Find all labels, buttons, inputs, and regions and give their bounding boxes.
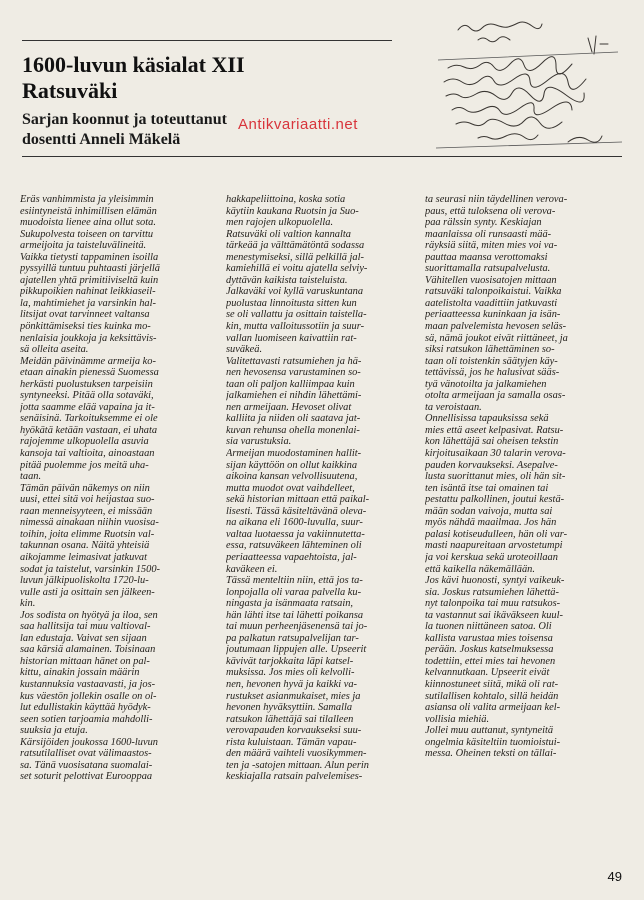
column-text: hakkapeliittoina, koska sotia käytiin kaukana Ruotsin ja Suo- men rajojen ulkopuolella. Ratsuväki oli valtion kannalta tärkeää ja välttämätöntä sodassa menestymiseksi, sillä pelkillä jal- kamiehillä ei voitu ajatella selviy- dyttävän kaikista taisteluista. Jalkaväki voi kyllä varuskuntana puolustaa linnoitusta sitten kun se oli vallattu ja osittain taistella- kin, mutta valloitussotiin ja suur- vallan luomiseen kaivattiin rat- suväkeä. Valitettavasti ratsumiehen ja hä- nen hevosensa varustaminen so- taan oli paljon kalliimpaa kuin jalkamiehen ei nihdin lähettämi- nen armeijaan. Hevoset olivat kalliita ja niiden oli saatava jat- kuvan rehunsa ohella monenlai- sia varustuksia. Armeijan muodostaminen hallit- sijan käyttöön on ollut kaikkina aikoina kansan velvollisuutena, mutta muodot ovat vaihdelleet, sekä historian mittaan että paikal- lisesti. Tässä käsiteltävänä oleva- na aikana eli 1600-luvulla, suur- valtaa luotaessa ja vakiinnutetta- essa, ratsuväkeen lähteminen oli periaatteessa vapaehtoista, jal- kaväkeen ei. Tässä menteltiin niin, että jos ta- lonpojalla oli varaa palvella ku- ningasta ja isänmaata ratsain, hän lähti itse tai lähetti poikansa tai muun perheenjäsenensä tai jo- pa palkatun ratsupalvelijan tar- joutumaan lippujen alle. Upseerit kävivät tarjokkaita läpi katsel- muksissa. Jos mies oli kelvolli- nen, hevonen hyvä ja kaikki va- rustukset asianmukaiset, mies ja hevonen hyväksyttiin. Samalla ratsukon lähettäjä sai tilalleen verovapauden korvaukseksi suu- rista kuluistaan. Tämän vapau- den määrä vaihteli vuosikymmen- ten ja -satojen mittaan. Alun perin keskiajalla ratsain palvelemises- (226, 194, 370, 783)
watermark-text: Antikvariaatti.net (238, 116, 358, 133)
article-subtitle (22, 110, 422, 150)
column-text: Eräs vanhimmista ja yleisimmin esiintyneistä inhimillisen elämän muodoista lienee aina ollut sota. Sukupolvesta toiseen on tarvittu armeijoita ja taisteluvälineitä. Vaikka tietysti tappaminen isoilla pyssyillä tuntuu puhtaasti järjellä ajatellen yhtä primitiiviseltä kuin pikkupoikien nahinat leikkiaseil- la, mahtimiehet ja varsinkin hal- litsijat ovat tarvinneet valtansa pönkittämiseksi ties kuinka mo- nenlaisia joukkoja ja keksittävis- sä olleita aseita. Meidän päivinämme armeija ko- etaan ainakin pienessä Suomessa herkästi puolustuksen tarpeisiin syntyneeksi. Pitää olla sotaväki, jotta saamme elää vapaina ja it- senäisinä. Tarkoituksemme ei ole hyökätä ketään vastaan, ei uhata rajojemme ulkopuolella asuvia kansoja tai valtioita, ainoastaan pitää puolemme jos meitä uha- taan. Tämän päivän näkemys on niin uusi, ettei sitä voi heijastaa suo- raan menneisyyteen, ei missään nimessä ainakaan niihin vuosisa- toihin, joita elimme Ruotsin val- takunnan osana. Näitä yhteisiä aikojamme leimasivat jatkuvat sodat ja taistelut, varsinkin 1500- luvun jälkipuoliskolta 1720-lu- vulle asti ja osittain sen jälkeen- kin. Jos sodista on hyötyä ja iloa, sen saa hallitsija tai muu valtioval- lan edustaja. Vaivat sen sijaan saa kärsiä alamainen. Toisinaan historian mittaan hänet on pal- kittu, ainakin jossain määrin kustannuksia vastaavasti, ja jos- kus väestön jollekin osalle on ol- lut edullistakin käyttää hyödyk- seen sotien tarjoamia mahdolli- suuksia ja etuja. Kärsijöiden joukossa 1600-luvun ratsutilalliset ovat välimaastos- sa. Tänä vuosisatana suomalai- set soturit pelottivat Eurooppaa (20, 194, 160, 783)
header-rule (22, 156, 622, 157)
title-line-2: Ratsuväki (22, 78, 118, 103)
top-rule (22, 40, 392, 41)
text-column-1 (20, 194, 210, 864)
text-column-3 (425, 194, 615, 864)
subtitle-line-1: Sarjan koonnut ja toteuttanut (22, 111, 227, 128)
article-title (22, 52, 422, 104)
page-number: 49 (607, 869, 622, 884)
column-text: ta seurasi niin täydellinen verova- paus, että tuloksena oli verova- paa rälssin synty. Keskiajan maanlaissa oli runsaasti mää- räyksiä siitä, miten mies voi va- pauttaa maansa verottomaksi suorittamalla ratsupalvelusta. Vähitellen vuosisatojen mittaan ratsuväki talonpoikaistui. Vaikka aatelistolta vaadittiin jatkuvasti periaatteessa kuninkaan ja isän- maan palvelemista hevosen seläs- sä, nämä joukot eivät riittäneet, ja siksi ratsukon lähettäminen so- taan oli toistenkin säätyjen käy- tettävissä, jos he halusivat sääs- tyä vänotoilta ja jalkamiehen otolta armeijaan ja samalla osas- ta veroistaan. Onnellisissa tapauksissa sekä mies että aseet kelpasivat. Ratsu- kon lähettäjä sai oheisen tekstin kirjoitusaikaan 30 talarin verova- pauden korvaukseksi. Asepalve- lusta suorittanut mies, oli hän sit- ten isäntä itse tai omainen tai pestattu palkollinen, joutui kestä- mään sodan vaivoja, mutta sai myös nähdä maailmaa. Jos hän palasi kotiseudulleen, hän oli var- masti naapureitaan arvostetumpi ja voi kerskua sekä uroteoillaan että kaikella näkemällään. Jos kävi huonosti, syntyi vaikeuk- sia. Joskus ratsumiehen lähettä- nyt talonpoika tai muu ratsukos- ta vastannut sai ikäväkseen kuul- la tuonen niittäneen satoa. Oli kallista varustaa mies toisensa perään. Joskus katselmuksessa todettiin, ettei mies tai hevonen kelvannutkaan. Upseerit eivät kiinnostuneet siitä, mikä oli rat- sutilallisen kohtalo, sillä heidän asiansa oli valita armeijaan kel- vollisia miehiä. Jollei muu auttanut, syntyneitä ongelmia käsiteltiin tuomioistui- messa. Oheinen teksti on tällai- (425, 194, 568, 760)
manuscript-fragment-icon (418, 8, 628, 156)
text-column-2 (226, 194, 416, 864)
article-header (22, 52, 422, 150)
title-line-1: 1600-luvun käsialat XII (22, 52, 245, 77)
subtitle-line-2: dosentti Anneli Mäkelä (22, 131, 181, 148)
article-body (20, 194, 624, 864)
